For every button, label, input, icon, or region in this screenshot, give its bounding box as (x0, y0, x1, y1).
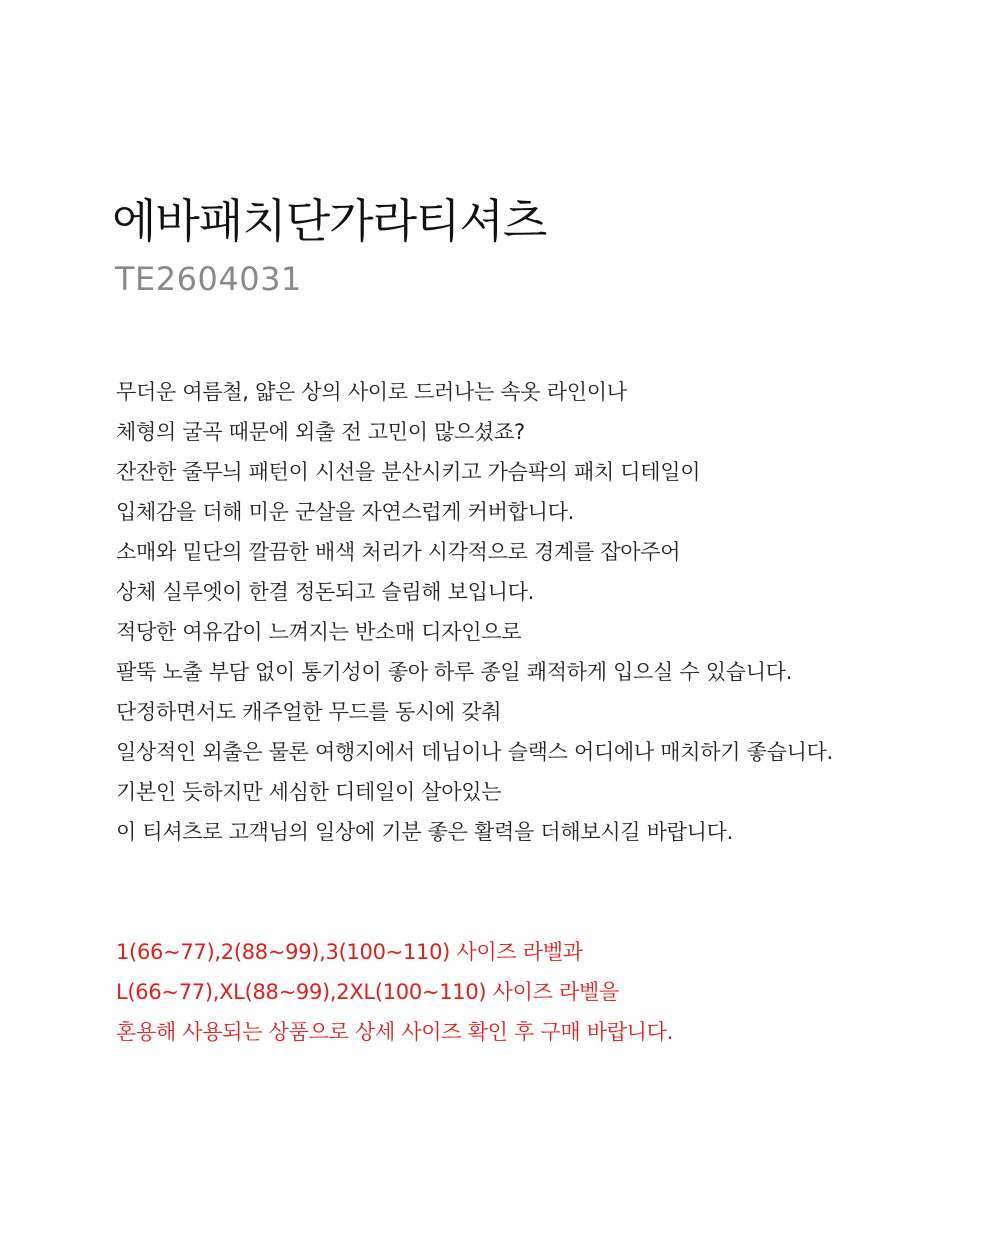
description-line: 소매와 밑단의 깔끔한 배색 처리가 시각적으로 경계를 잡아주어 (116, 540, 681, 564)
description-line: 팔뚝 노출 부담 없이 통기성이 좋아 하루 종일 쾌적하게 입으실 수 있습니다. (116, 660, 793, 684)
description-line: 입체감을 더해 미운 군살을 자연스럽게 커버합니다. (116, 500, 574, 524)
size-notice-line: 혼용해 사용되는 상품으로 상세 사이즈 확인 후 구매 바랍니다. (116, 1020, 674, 1044)
description-line: 기본인 듯하지만 세심한 디테일이 살아있는 (116, 780, 502, 804)
description-line: 일상적인 외출은 물론 여행지에서 데님이나 슬랙스 어디에나 매치하기 좋습니다. (116, 740, 833, 764)
product-description (116, 372, 833, 852)
description-line: 이 티셔츠로 고객님의 일상에 기분 좋은 활력을 더해보시길 바랍니다. (116, 820, 733, 844)
description-line: 적당한 여유감이 느껴지는 반소매 디자인으로 (116, 620, 522, 644)
size-notice-line: L(66~77),XL(88~99),2XL(100~110) 사이즈 라벨을 (116, 980, 619, 1004)
size-notice (116, 932, 673, 1052)
size-notice-line: 1(66~77),2(88~99),3(100~110) 사이즈 라벨과 (116, 940, 583, 964)
product-title: 에바패치단가라티셔츠 (112, 194, 547, 248)
description-line: 상체 실루엣이 한결 정돈되고 슬림해 보입니다. (116, 580, 534, 604)
description-line: 무더운 여름철, 얇은 상의 사이로 드러나는 속옷 라인이나 (116, 380, 627, 404)
description-line: 단정하면서도 캐주얼한 무드를 동시에 갖춰 (116, 700, 502, 724)
product-code: TE2604031 (115, 260, 302, 298)
description-line: 잔잔한 줄무늬 패턴이 시선을 분산시키고 가슴팍의 패치 디테일이 (116, 460, 701, 484)
description-line: 체형의 굴곡 때문에 외출 전 고민이 많으셨죠? (116, 420, 525, 444)
